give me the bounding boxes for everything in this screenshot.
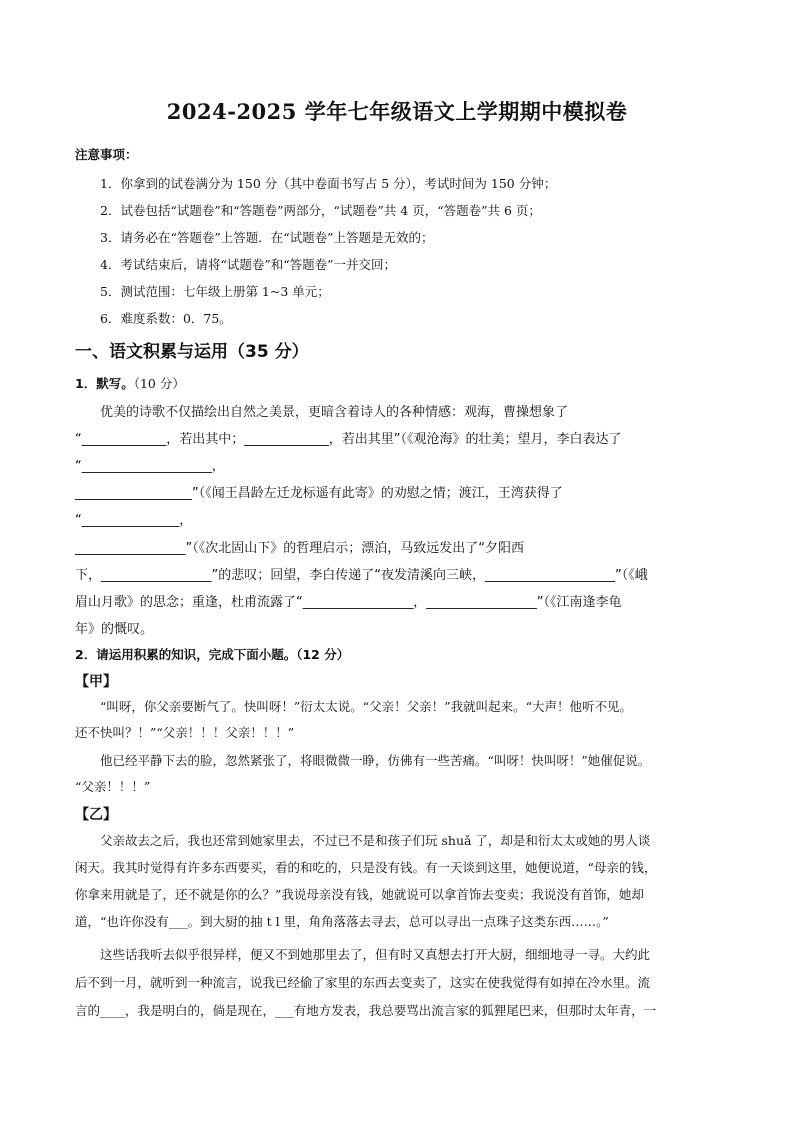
notice-item: 6．难度系数：0．75。 [100,311,232,326]
passage-jia-line: “叫呀，你父亲要断气了。快叫呀！”衍太太说。“父亲！父亲！”我就叫起来。“大声！他听不见。 [100,699,632,714]
question-2-label: 2．请运用积累的知识，完成下面小题。（12 分） [75,647,350,662]
question-1-header [75,374,185,392]
passage-jia-line: “父亲！！！” [75,779,151,794]
passage-jia-marker: 【甲】 [75,674,117,690]
question-1-label: 1．默写。 [75,376,134,391]
passage-yi-line: 这些话我听去似乎很异样，便又不到她那里去了，但有时又真想去打开大厨，细细地寻一寻。大约此 [100,947,651,962]
question-1-line: “_______________， [75,513,193,528]
question-1-line: “____________________， [75,459,225,474]
notice-item: 5．测试范围：七年级上册第 1~3 单元； [100,284,330,299]
passage-yi-line: 言的____，我是明白的，倘是现在，___有地方发表，我总要骂出流言家的狐狸尾巴来，但那时太年青，一 [75,1003,657,1018]
passage-yi-marker: 【乙】 [75,807,117,823]
question-1-line: 眉山月歌》的思念；重逢，杜甫流露了“_________________，_________________”（《江南逢李龟 [75,595,622,610]
section-heading: 一、语文积累与运用（35 分） [75,342,309,362]
passage-yi-line: 你拿来用就是了，还不就是你的么？”我说母亲没有钱，她就说可以拿首饰去变卖；我说没有首饰，她却 [75,887,644,902]
notice-item: 1．你拿到的试卷满分为 150 分（其中卷面书写占 5 分），考试时间为 150 分钟； [100,176,557,191]
passage-jia-line: 他已经平静下去的脸，忽然紧张了，将眼微微一睁，仿佛有一些苦痛。“叫呀！快叫呀！”她催促说。 [100,753,651,768]
passage-yi-line: 闲天。我其时觉得有许多东西要买，看的和吃的，只是没有钱。有一天谈到这里，她便说道，“母亲的钱， [75,860,657,875]
question-1-line: 下，_________________”的悲叹；回望，李白传递了“夜发清溪向三峡，____________________”（《峨 [75,568,648,583]
passage-yi-line: 道，“也许你没有___。到大厨的抽 t l 里，角角落落去寻去，总可以寻出一点珠子这类东西……。” [75,914,609,929]
passage-yi-line: 后不到一月，就听到一种流言，说我已经偷了家里的东西去变卖了，这实在使我觉得有如掉在冷水里。流 [75,975,651,990]
passage-jia-line: 还不快叫？！”“父亲！！！父亲！！！” [75,725,295,740]
passage-yi-line: 父亲故去之后，我也还常到她家里去，不过已不是和孩子们玩 shuǎ 了，却是和衍太太或她的男人谈 [100,833,651,848]
notice-item: 4．考试结束后，请将“试题卷”和“答题卷”一并交回； [100,257,397,272]
question-1-line: 优美的诗歌不仅描绘出自然之美景，更暗含着诗人的各种情感：观海，曹操想象了 [100,405,569,420]
notice-item: 3．请务必在“答题卷”上答题．在“试题卷”上答题是无效的； [100,230,434,245]
notice-item: 2．试卷包括“试题卷”和“答题卷”两部分，“试题卷”共 4 页，“答题卷”共 6 页； [100,203,541,218]
question-1-line: _________________”（《次北固山下》的哲理启示；漂泊，马致远发出了“夕阳西 [75,541,524,556]
question-1-line: __________________”（《闻王昌龄左迁龙标遥有此寄》的劝慰之情；渡江，王湾获得了 [75,486,563,501]
question-1-score: （10 分） [133,376,185,391]
question-1-line: “_____________，若出其中；_____________，若出其里”（《观沧海》的壮美；望月，李白表达了 [75,432,622,447]
question-1-line: 年》的慨叹。 [75,622,154,637]
notice-heading: 注意事项： [75,147,138,162]
page-title: 2024-2025 学年七年级语文上学期期中模拟卷 [166,99,628,124]
